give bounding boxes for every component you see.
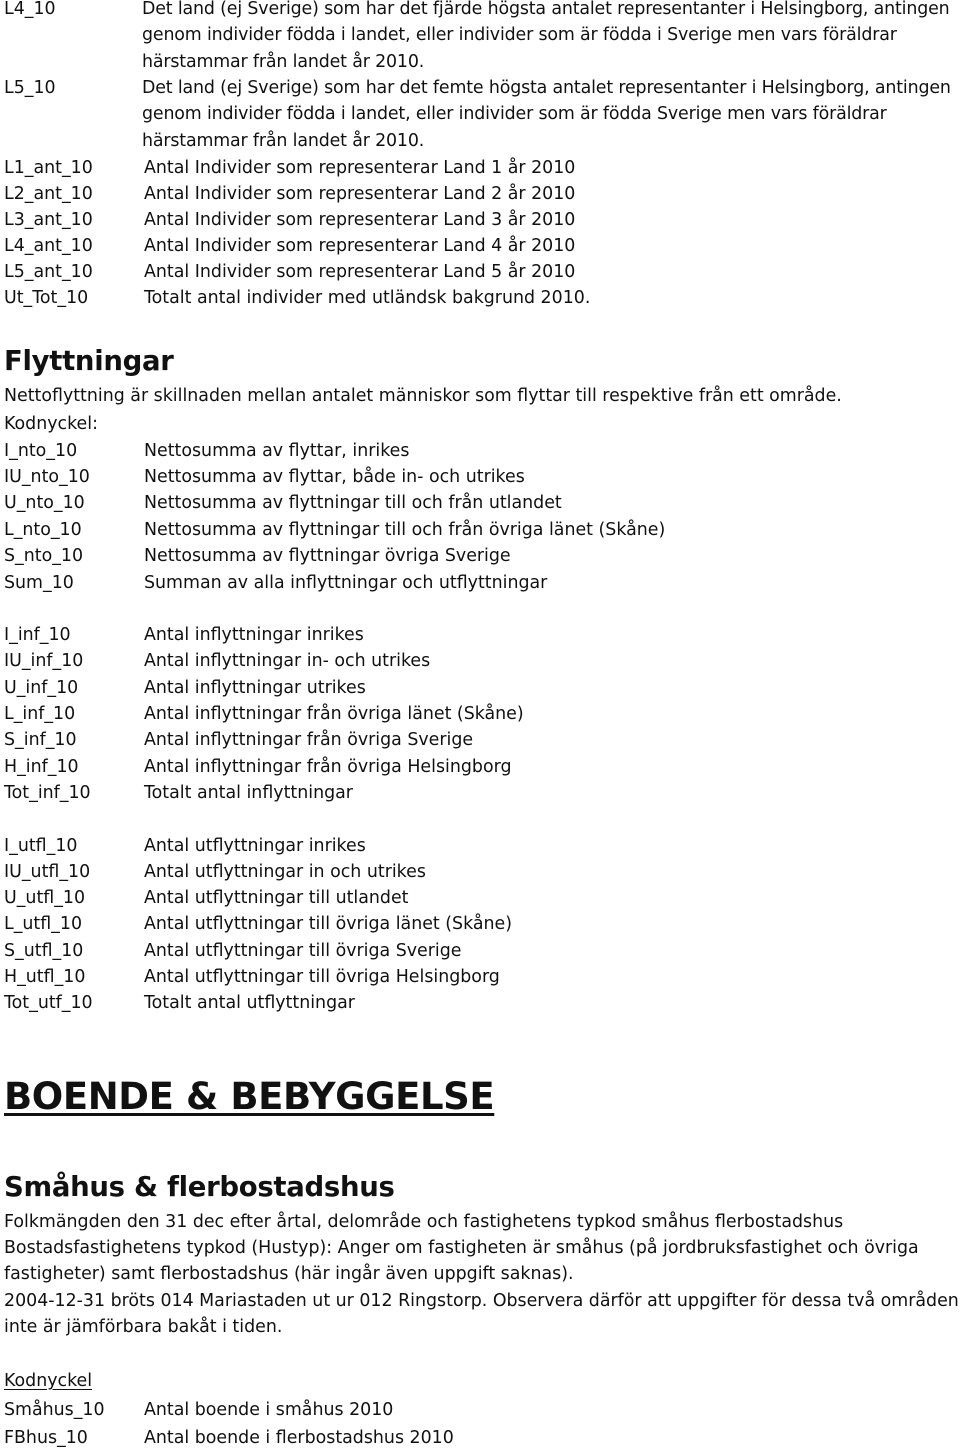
code-label: L_nto_10 (4, 520, 82, 540)
code-label: H_utfl_10 (4, 967, 86, 987)
code-label: S_inf_10 (4, 730, 77, 750)
code-description: Antal inflyttningar från övriga Sverige (144, 730, 474, 750)
paragraph: fastigheter) samt flerbostadshus (här ingår även uppgift saknas). (4, 1264, 574, 1284)
code-label: H_inf_10 (4, 757, 79, 777)
code-label: S_nto_10 (4, 546, 84, 566)
code-label: FBhus_10 (4, 1428, 88, 1448)
code-description: Nettosumma av flyttar, både in- och utrikes (144, 467, 525, 487)
code-description: Antal utflyttningar till utlandet (144, 888, 409, 908)
code-label: U_utfl_10 (4, 888, 86, 908)
code-label: L4_ant_10 (4, 236, 93, 256)
sub-heading-smahus: Småhus & flerbostadshus (4, 1171, 395, 1203)
code-label: I_utfl_10 (4, 836, 78, 856)
code-description: Antal utflyttningar inrikes (144, 836, 366, 856)
code-description: Antal inflyttningar in- och utrikes (144, 651, 431, 671)
code-label: IU_utfl_10 (4, 862, 91, 882)
key-label (4, 1368, 959, 1394)
paragraph: 2004-12-31 bröts 014 Mariastaden ut ur 012 Ringstorp. Observera därför att uppgifter för dessa två områden (4, 1291, 959, 1311)
paragraph: inte är jämförbara bakåt i tiden. (4, 1317, 283, 1337)
code-description: Antal Individer som representerar Land 2 år 2010 (144, 184, 576, 204)
code-description: Antal utflyttningar till övriga länet (Skåne) (144, 914, 513, 934)
code-description: Antal inflyttningar utrikes (144, 678, 366, 698)
code-description: Antal boende i småhus 2010 (144, 1400, 394, 1420)
code-label: L2_ant_10 (4, 184, 93, 204)
code-label: Tot_utf_10 (4, 993, 93, 1013)
code-label: L1_ant_10 (4, 158, 93, 178)
paragraph: Folkmängden den 31 dec efter årtal, delområde och fastighetens typkod småhus flerbostadshus (4, 1212, 844, 1232)
code-description: Det land (ej Sverige) som har det fjärde högsta antalet representanter i Helsingborg, antingen genom individer födda i landet, eller individer som är födda i Sverige men vars föräldrar härstammar från landet år 2010. (142, 0, 950, 72)
code-label: Ut_Tot_10 (4, 288, 89, 308)
code-description: Antal inflyttningar från övriga Helsingborg (144, 757, 512, 777)
code-label: L_inf_10 (4, 704, 76, 724)
code-label: U_inf_10 (4, 678, 79, 698)
code-description: Antal Individer som representerar Land 4 år 2010 (144, 236, 576, 256)
code-description: Antal Individer som representerar Land 3 år 2010 (144, 210, 576, 230)
code-description: Totalt antal utflyttningar (144, 993, 355, 1013)
code-description: Antal inflyttningar inrikes (144, 625, 364, 645)
code-label: U_nto_10 (4, 493, 85, 513)
code-label: Småhus_10 (4, 1400, 105, 1420)
code-description: Antal Individer som representerar Land 1 år 2010 (144, 158, 576, 178)
code-label: Sum_10 (4, 573, 74, 593)
code-label: L5_10 (4, 78, 56, 98)
key-label: Kodnyckel: (4, 414, 98, 434)
code-label: Tot_inf_10 (4, 783, 91, 803)
code-label: IU_inf_10 (4, 651, 84, 671)
code-description: Nettosumma av flyttningar till och från övriga länet (Skåne) (144, 520, 666, 540)
code-label: I_inf_10 (4, 625, 71, 645)
code-label: IU_nto_10 (4, 467, 90, 487)
code-description: Antal utflyttningar till övriga Helsingborg (144, 967, 500, 987)
section-heading-boende: BOENDE & BEBYGGELSE (4, 1075, 495, 1118)
code-label: L_utfl_10 (4, 914, 83, 934)
code-label: I_nto_10 (4, 441, 78, 461)
code-description: Antal inflyttningar från övriga länet (Skåne) (144, 704, 524, 724)
code-description: Antal boende i flerbostadshus 2010 (144, 1428, 454, 1448)
code-label: L3_ant_10 (4, 210, 93, 230)
code-description: Totalt antal inflyttningar (144, 783, 353, 803)
code-label: L4_10 (4, 0, 56, 19)
code-description: Antal Individer som representerar Land 5 år 2010 (144, 262, 576, 282)
code-description: Antal utflyttningar till övriga Sverige (144, 941, 462, 961)
code-label: S_utfl_10 (4, 941, 84, 961)
code-description: Nettosumma av flyttningar till och från utlandet (144, 493, 562, 513)
code-description: Antal utflyttningar in och utrikes (144, 862, 426, 882)
paragraph: Bostadsfastighetens typkod (Hustyp): Anger om fastigheten är småhus (på jordbruksfastighet och övriga (4, 1238, 919, 1258)
intro-paragraph: Nettoflyttning är skillnaden mellan antalet människor som flyttar till respektive från ett område. (4, 386, 842, 406)
section-heading-flyttningar: Flyttningar (4, 345, 174, 377)
key-label-text: Kodnyckel (4, 1371, 93, 1391)
code-description: Nettosumma av flyttningar övriga Sverige (144, 546, 511, 566)
code-description: Summan av alla inflyttningar och utflyttningar (144, 573, 548, 593)
code-label: L5_ant_10 (4, 262, 93, 282)
code-description: Det land (ej Sverige) som har det femte högsta antalet representanter i Helsingborg, antingen genom individer födda i landet, eller individer som är födda Sverige men vars föräldrar härstammar från landet år 2010. (142, 78, 951, 151)
code-description: Totalt antal individer med utländsk bakgrund 2010. (144, 288, 591, 308)
code-description: Nettosumma av flyttar, inrikes (144, 441, 410, 461)
